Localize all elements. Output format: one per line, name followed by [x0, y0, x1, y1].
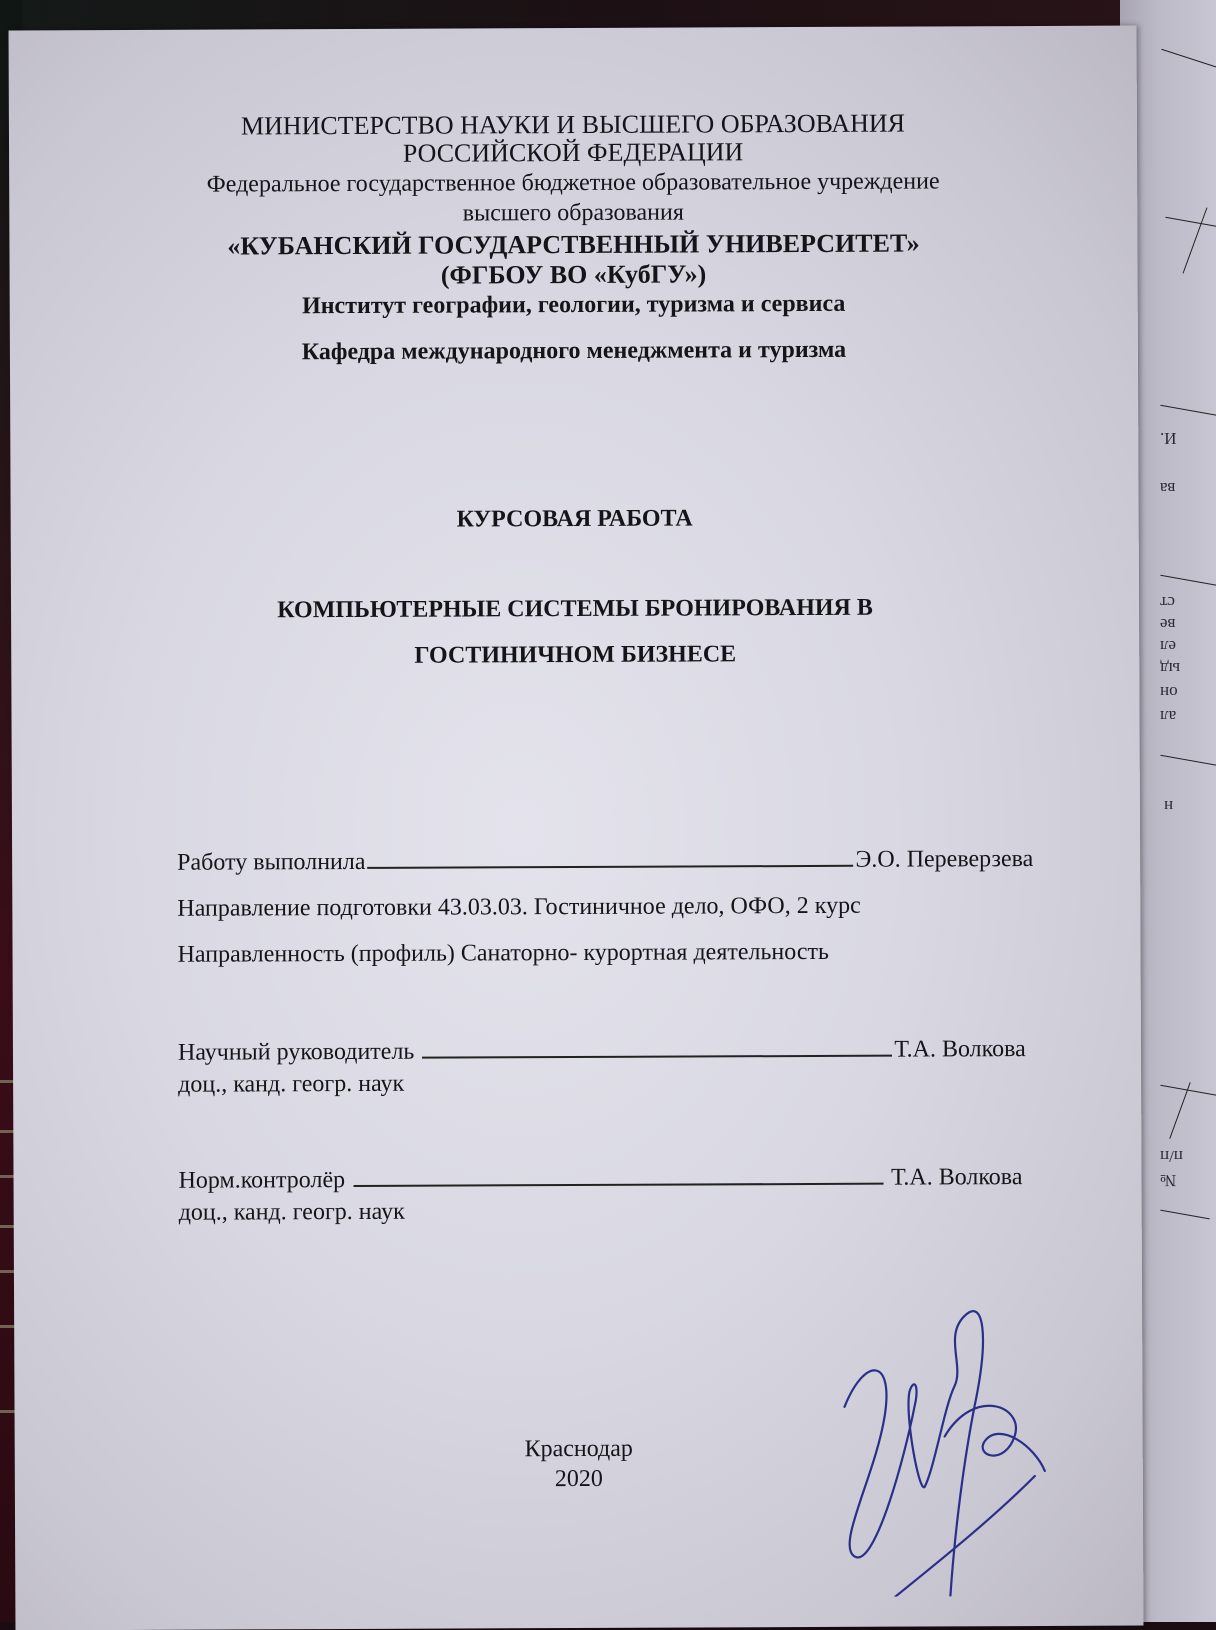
table-rule: [1169, 1082, 1190, 1139]
norm-controller-name: Т.А. Волкова: [891, 1164, 1023, 1191]
norm-controller-signature-line: [353, 1183, 883, 1187]
supervisor-row: [178, 1036, 1026, 1067]
work-type: КУРСОВАЯ РАБОТА: [456, 505, 693, 533]
norm-controller-row: [178, 1164, 1022, 1195]
supervisor-label: Научный руководитель: [177, 1038, 415, 1066]
author-label: Работу выполнила: [177, 848, 366, 876]
sheet-fragment: ыд: [1160, 659, 1181, 678]
sheet-fragment: ве: [1160, 615, 1176, 634]
author-row: [177, 846, 1033, 877]
norm-controller-label: Норм.контролёр: [178, 1167, 346, 1194]
institution-type-line-1: Федеральное государственное бюджетное образовательное учреждение: [206, 168, 940, 198]
ministry-line-1: МИНИСТЕРСТВО НАУКИ И ВЫСШЕГО ОБРАЗОВАНИЯ: [240, 108, 905, 141]
author-name: Э.О. Переверзева: [855, 846, 1034, 873]
university-abbreviation: (ФГБОУ ВО «КубГУ»): [440, 259, 707, 290]
work-title-line-2: ГОСТИНИЧНОМ БИЗНЕСЕ: [414, 641, 737, 669]
sheet-fragment: н: [1164, 797, 1174, 816]
sheet-fragment: ел: [1160, 637, 1177, 656]
department-name: Кафедра международного менеджмента и туризма: [301, 336, 847, 366]
author-signature-line: [368, 865, 854, 869]
document-body: [9, 26, 1144, 1630]
handwritten-signature-icon: [824, 1296, 1065, 1597]
year: 2020: [554, 1465, 603, 1493]
title-page: [9, 26, 1144, 1630]
table-rule: [1165, 217, 1216, 228]
norm-controller-degree: доц., канд. геогр. наук: [178, 1198, 405, 1226]
supervisor-name: Т.А. Волкова: [894, 1036, 1026, 1063]
institute-name: Институт географии, геологии, туризма и сервиса: [301, 290, 846, 320]
sheet-fragment: И.: [1160, 429, 1177, 448]
table-rule: [1160, 755, 1216, 766]
sheet-fragment: ал: [1160, 707, 1177, 726]
table-rule: [1183, 207, 1208, 273]
university-name: «КУБАНСКИЙ ГОСУДАРСТВЕННЫЙ УНИВЕРСИТЕТ»: [227, 228, 920, 261]
profile-line: Направленность (профиль) Санаторно- курортная деятельность: [177, 938, 829, 968]
sheet-fragment: п/п: [1160, 1147, 1183, 1166]
sheet-fragment: он: [1160, 683, 1178, 702]
sheet-fragment: ва: [1160, 479, 1176, 498]
sheet-fragment: №: [1160, 1171, 1177, 1190]
ministry-line-2: РОССИЙСКОЙ ФЕДЕРАЦИИ: [402, 137, 744, 168]
table-rule: [1160, 575, 1216, 586]
program-line: Направление подготовки 43.03.03. Гостиничное дело, ОФО, 2 курс: [177, 892, 861, 922]
table-rule: [1161, 49, 1216, 68]
table-rule: [1160, 405, 1216, 416]
work-title-line-1: КОМПЬЮТЕРНЫЕ СИСТЕМЫ БРОНИРОВАНИЯ В: [277, 594, 873, 624]
supervisor-degree: доц., канд. геогр. наук: [178, 1070, 405, 1098]
city: Краснодар: [524, 1435, 633, 1463]
institution-type-line-2: высшего образования: [462, 199, 684, 227]
sheet-fragment: ст: [1160, 593, 1175, 612]
table-rule: [1160, 1210, 1209, 1220]
supervisor-signature-line: [422, 1055, 892, 1059]
